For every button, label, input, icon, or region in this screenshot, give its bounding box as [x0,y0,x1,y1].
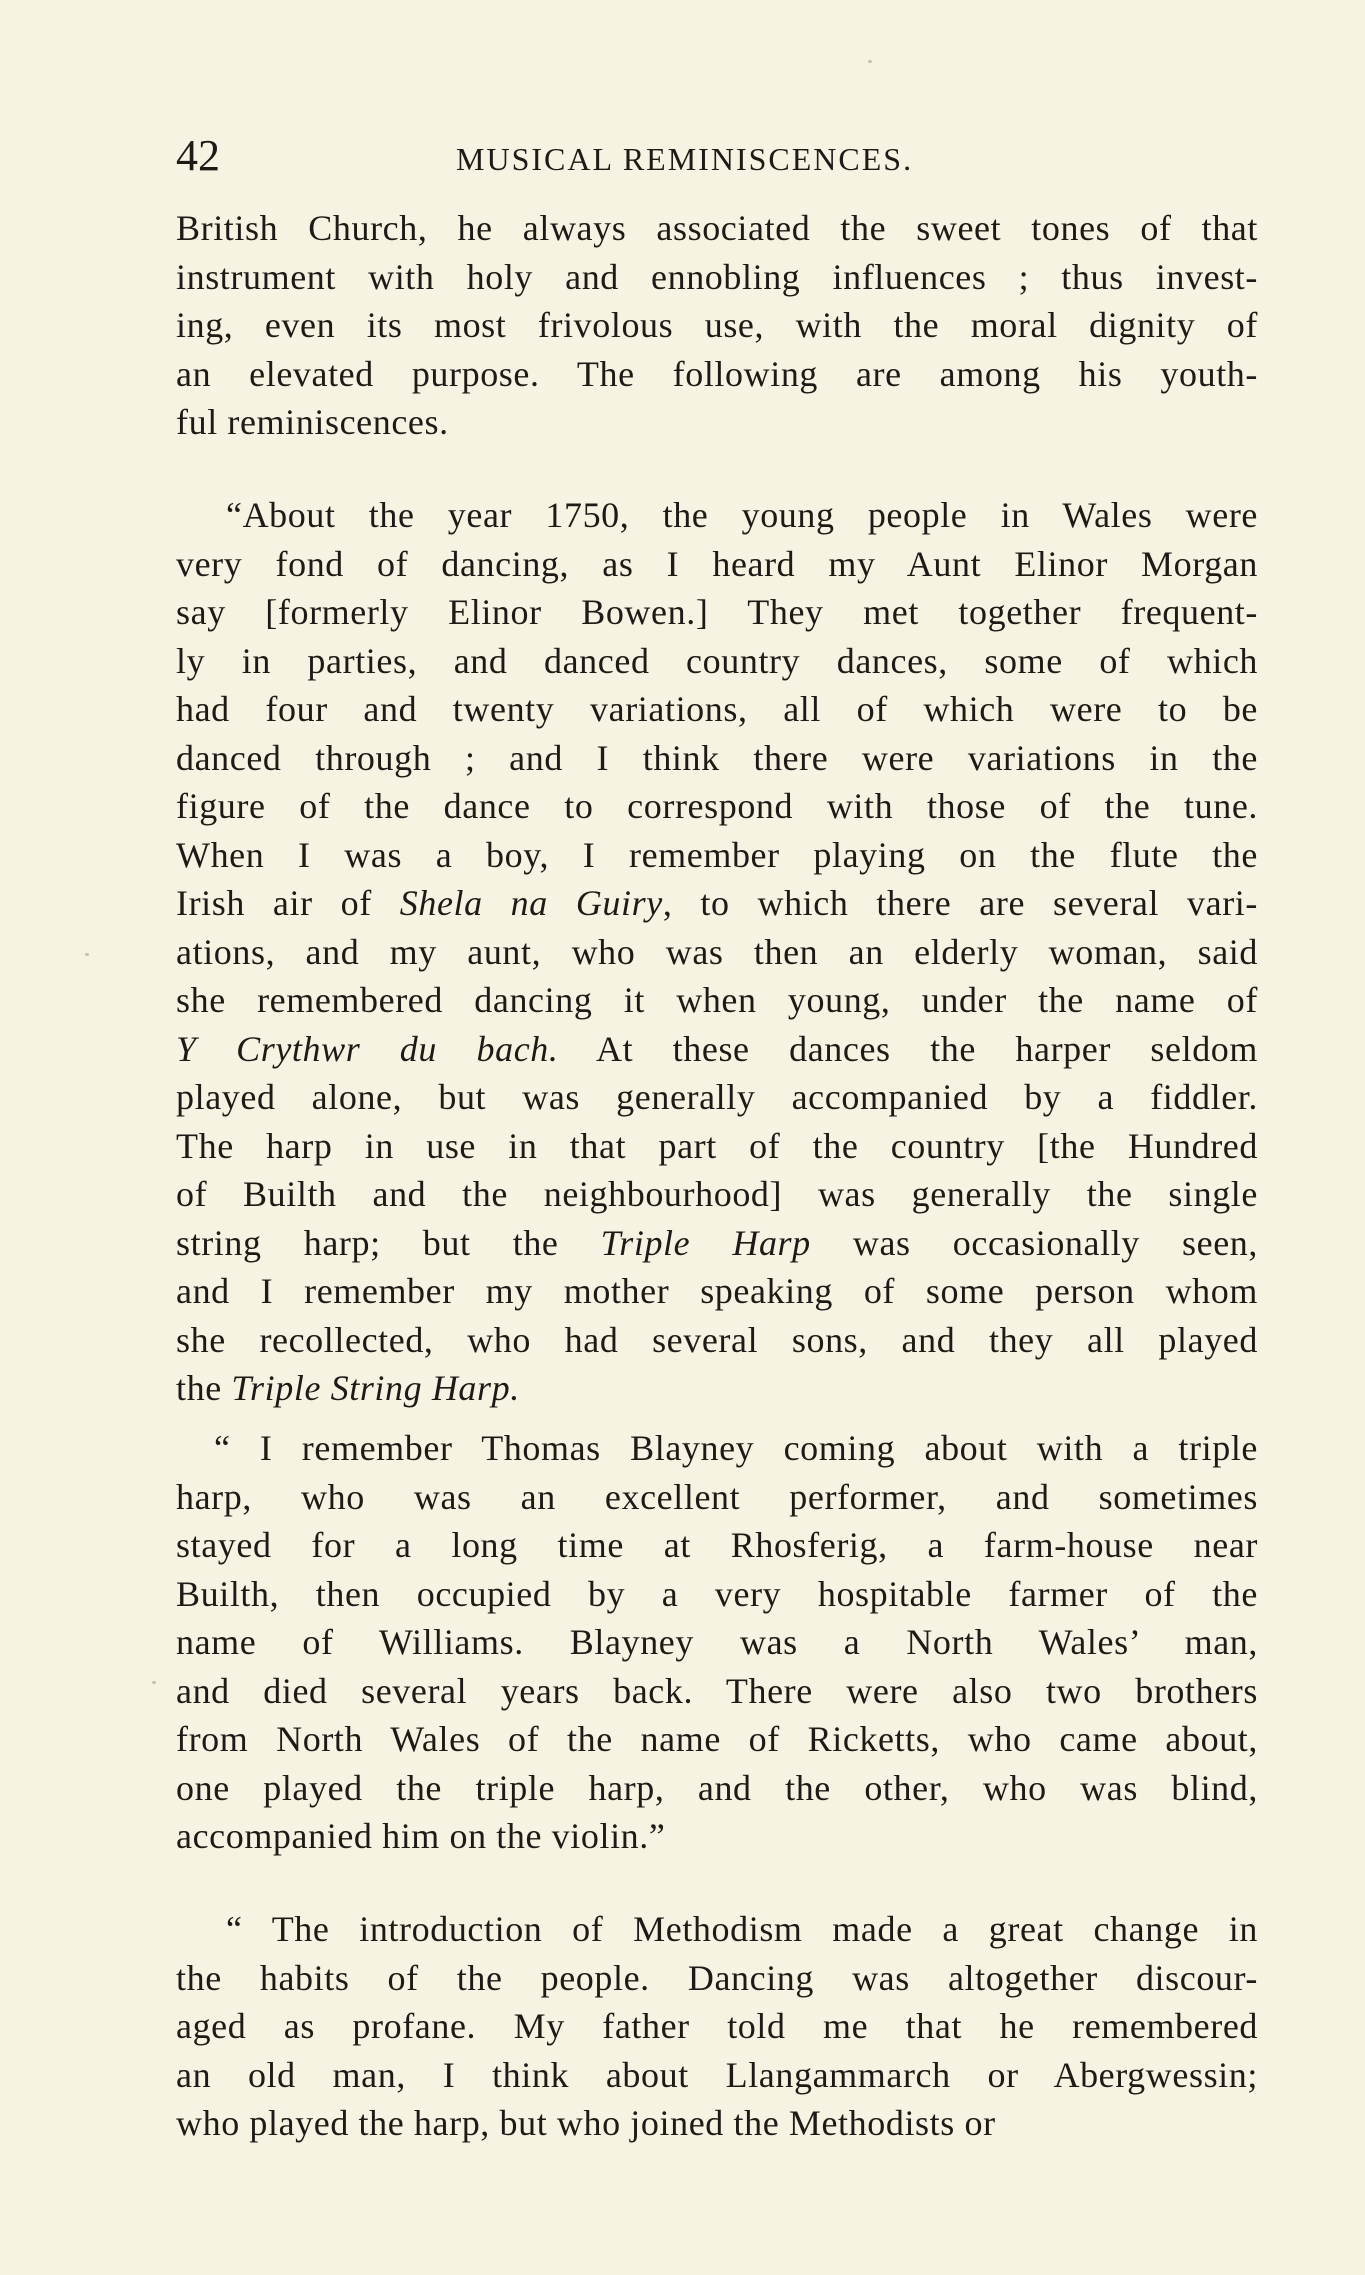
paragraph-1 [176,204,1258,447]
text-line: she remembered dancing it when young, under the name of [176,980,1258,1020]
text-line: harp, who was an excellent performer, and sometimes [176,1476,1258,1517]
paper-speck [868,60,872,63]
text-line: figure of the dance to correspond with those of the tune. [176,786,1258,826]
text-line: ing, even its most frivolous use, with the moral dignity of [176,305,1258,345]
running-title: MUSICAL REMINISCENCES. [456,141,914,177]
page-header [176,128,1266,184]
text-line: accompanied him on the violin.” [176,1816,666,1856]
text-line: the Triple String Harp. [176,1368,520,1408]
text-line: who played the harp, but who joined the Methodists or [176,2103,996,2143]
paper-speck [85,953,89,956]
text-line: an elevated purpose. The following are among his youth- [176,353,1258,394]
text-line: “ The introduction of Methodism made a great change in [226,1909,1258,1949]
text-line: say [formerly Elinor Bowen.] They met together frequent- [176,592,1258,632]
text-line: and I remember my mother speaking of some person whom [176,1271,1258,1311]
text-line: “ I remember Thomas Blayney coming about with a triple [214,1428,1258,1468]
text-line: and died several years back. There were also two brothers [176,1670,1258,1711]
italic-phrase: Y Crythwr du bach. [176,1028,559,1069]
text-line: ly in parties, and danced country dances, some of which [176,640,1258,681]
paragraph-2 [176,491,1258,1413]
paper-speck [152,1681,156,1684]
text-line: The harp in use in that part of the country [the Hundred [176,1125,1258,1166]
italic-phrase: Shela na Guiry [399,883,663,923]
text-line: from North Wales of the name of Ricketts, who came about, [176,1719,1258,1759]
text-line: very fond of dancing, as I heard my Aunt Elinor Morgan [176,543,1258,584]
text-line: ful reminiscences. [176,402,449,442]
text-line: danced through ; and I think there were variations in the [176,737,1258,778]
text-line: British Church, he always associated the sweet tones of that [176,208,1258,248]
text-line: instrument with holy and ennobling influences ; thus invest- [176,256,1258,297]
text-line: ations, and my aunt, who was then an elderly woman, said [176,931,1258,972]
text-line: played alone, but was generally accompanied by a fiddler. [176,1077,1258,1117]
text-line: one played the triple harp, and the other, who was blind, [176,1767,1258,1808]
paragraph-3 [176,1424,1258,1861]
text-line: had four and twenty variations, all of which were to be [176,689,1258,729]
text-line: an old man, I think about Llangammarch or Abergwessin; [176,2054,1258,2095]
italic-phrase: Triple Harp [600,1222,811,1263]
text-line: stayed for a long time at Rhosferig, a farm-house near [176,1525,1258,1565]
page-number: 42 [176,131,220,180]
text-line: When I was a boy, I remember playing on the flute the [176,834,1258,875]
text-line: Irish air of Shela na Guiry, to which there are several vari- [176,883,1258,923]
paragraph-4 [176,1905,1258,2148]
italic-phrase: Triple String Harp. [231,1368,520,1408]
text-line: Builth, then occupied by a very hospitable farmer of the [176,1573,1258,1614]
text-line: Y Crythwr du bach. At these dances the harper seldom [176,1028,1258,1069]
text-line: aged as profane. My father told me that he remembered [176,2006,1258,2046]
text-line: she recollected, who had several sons, and they all played [176,1319,1258,1360]
text-line: string harp; but the Triple Harp was occasionally seen, [176,1222,1258,1263]
text-line: “About the year 1750, the young people in Wales were [226,495,1258,535]
text-line: the habits of the people. Dancing was altogether discour- [176,1957,1258,1998]
text-line: name of Williams. Blayney was a North Wales’ man, [176,1622,1258,1662]
text-line: of Builth and the neighbourhood] was generally the single [176,1174,1258,1214]
